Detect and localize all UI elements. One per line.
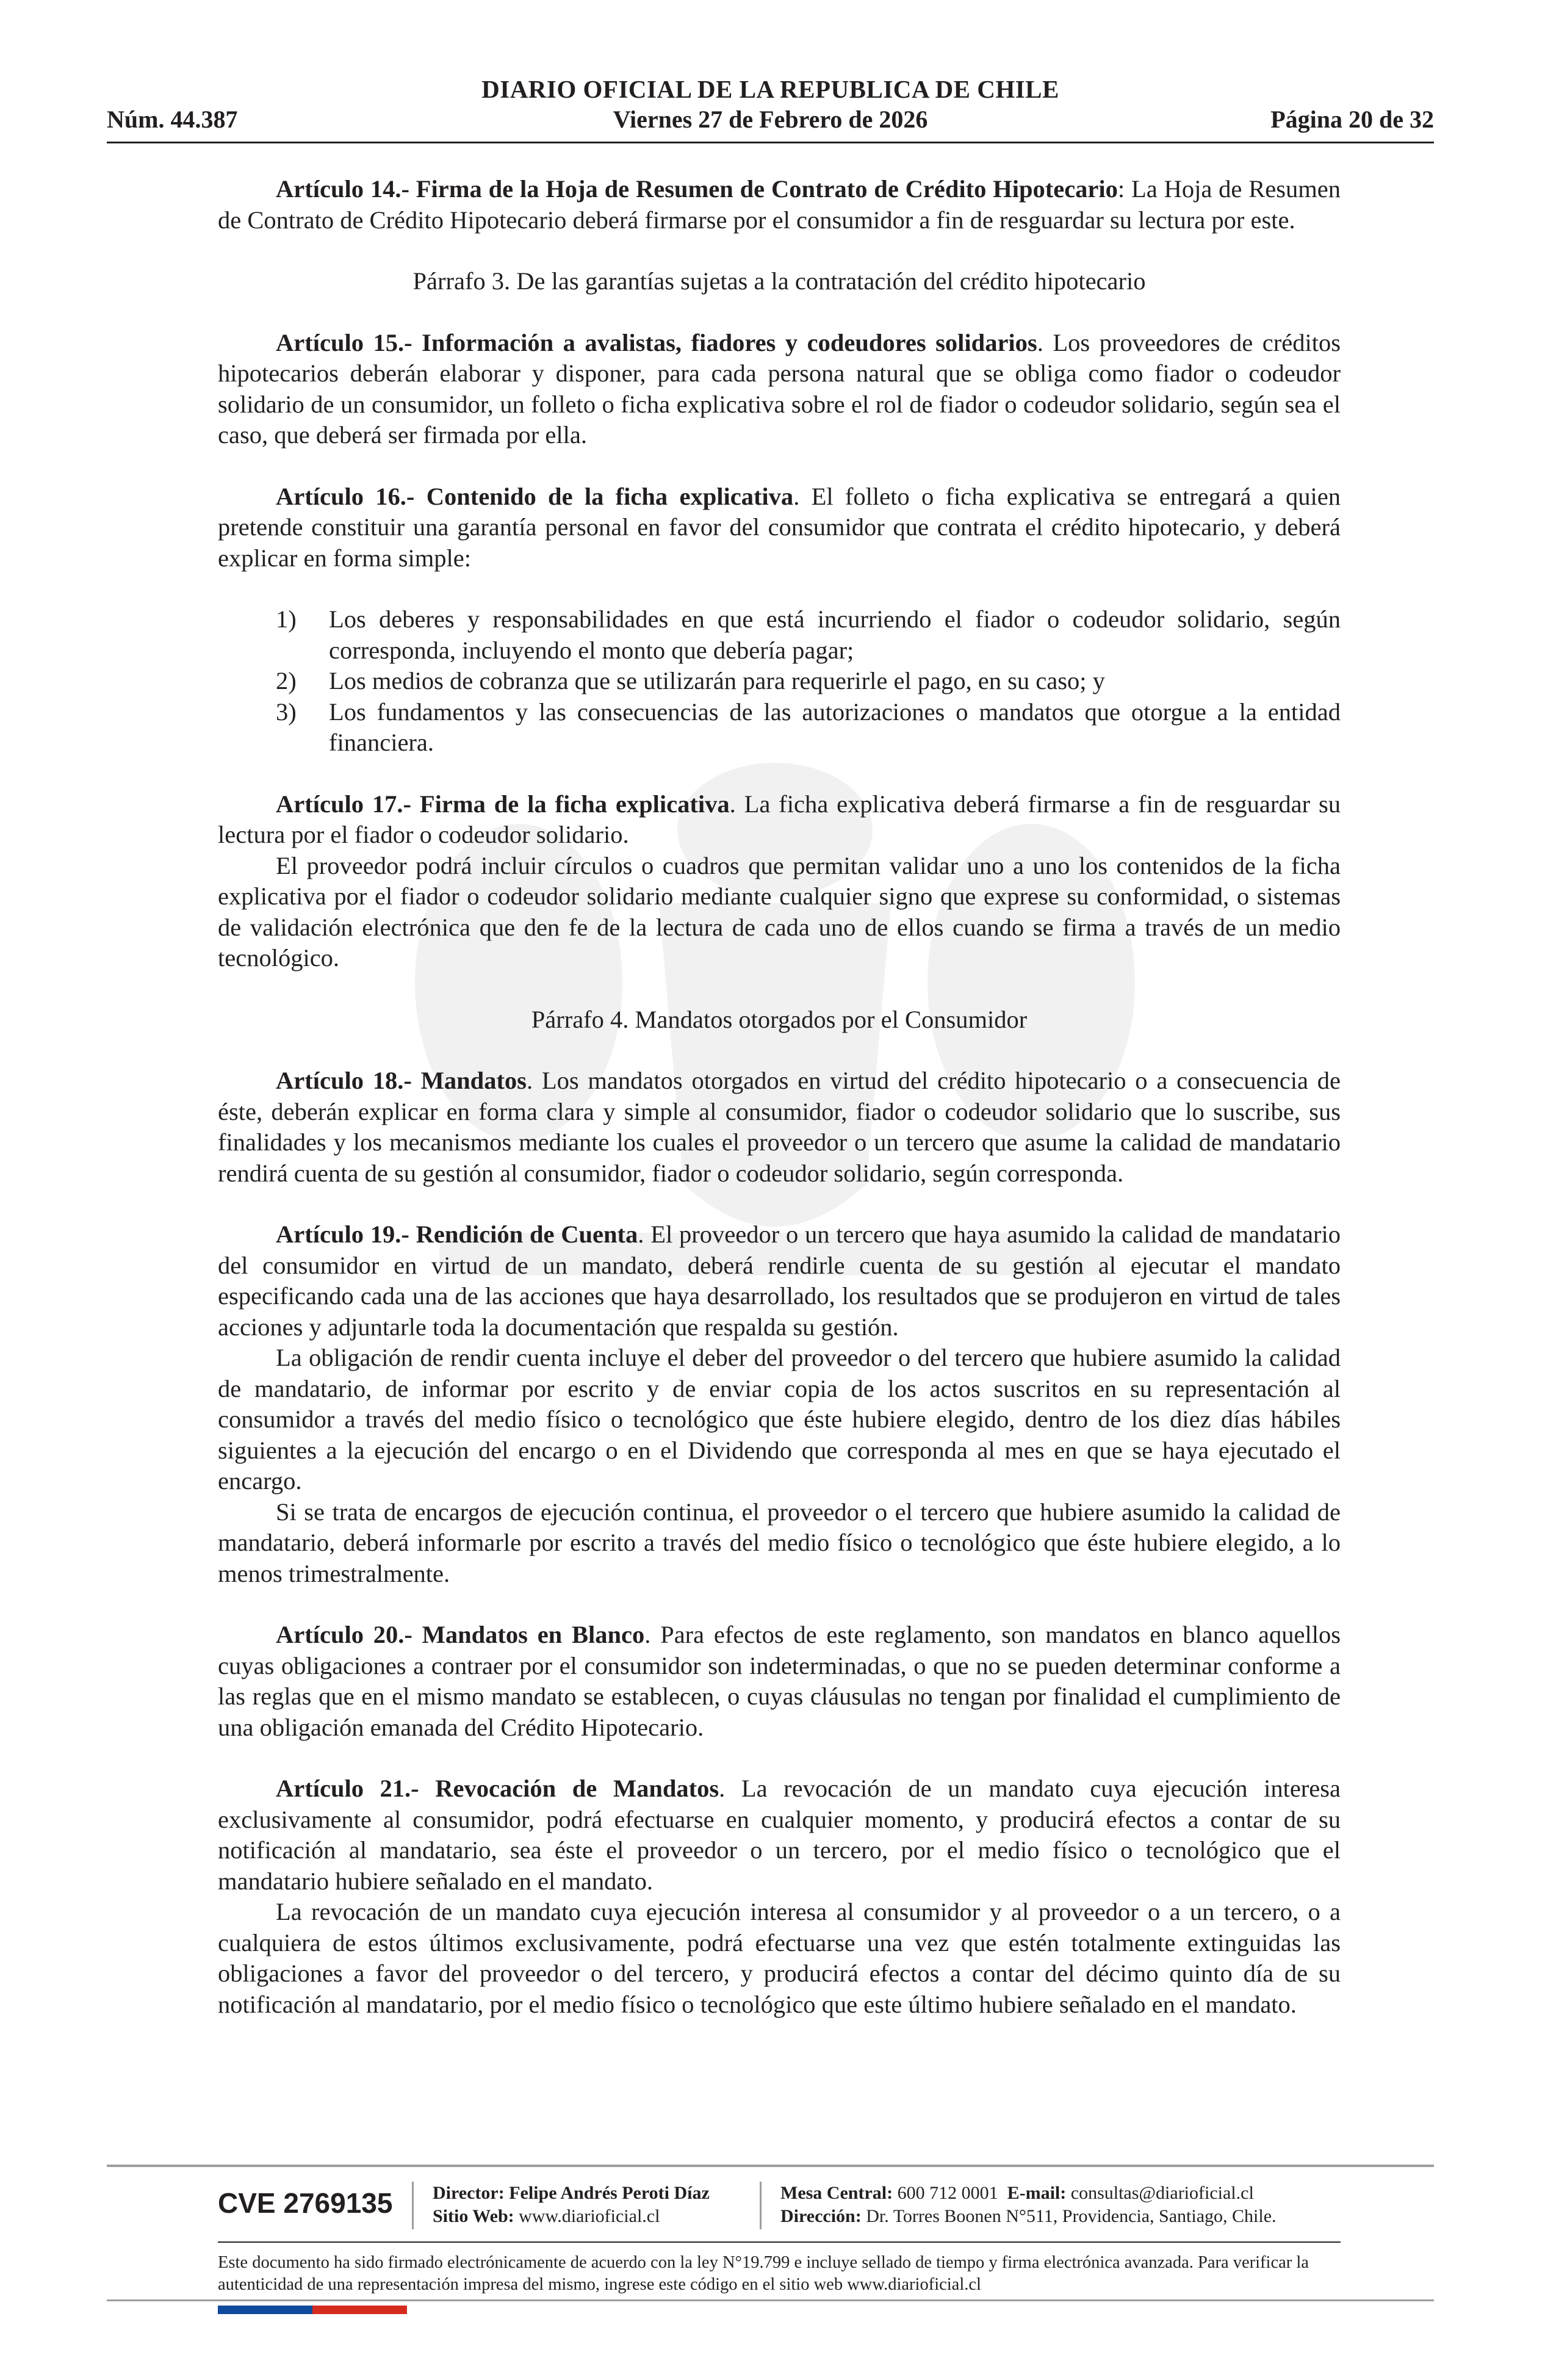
director-name: Felipe Andrés Peroti Díaz xyxy=(509,2183,710,2203)
document-body xyxy=(218,174,1341,2020)
footer-divider-middle xyxy=(218,2241,1341,2243)
footer-contact-block: Mesa Central: 600 712 0001 E-mail: consultas@diarioficial.cl Dirección: Dr. Torres Boonen N°511, Providencia, Santiago, Chile. xyxy=(780,2183,1277,2226)
article-heading: Artículo 15.- Información a avalistas, fiadores y codeudores solidarios xyxy=(276,328,1037,356)
newspaper-title: DIARIO OFICIAL DE LA REPUBLICA DE CHILE xyxy=(481,75,1059,103)
article-heading: Artículo 20.- Mandatos en Blanco xyxy=(276,1621,645,1648)
flag-stripe xyxy=(218,2306,407,2314)
paragraph-3-title: Párrafo 3. De las garantías sujetas a la contratación del crédito hipotecario xyxy=(412,267,1146,295)
flag-red-segment xyxy=(312,2306,407,2314)
article-heading: Artículo 16.- Contenido de la ficha explicativa xyxy=(276,482,794,510)
article-heading: Artículo 21.- Revocación de Mandatos xyxy=(276,1775,719,1802)
list-item: 3) Los fundamentos y las consecuencias de las autorizaciones o mandatos que otorgue a la entidad financiera. xyxy=(276,698,1341,756)
phone-number: 600 712 0001 xyxy=(897,2183,998,2203)
article-19-paragraph-2: La obligación de rendir cuenta incluye el deber del proveedor o del tercero que hubiere asumido la calidad de mandatario, de informar por escrito y de enviar copia de los actos suscritos en su representación al consumidor a través del medio físico o tecnológico que éste hubiere elegido, dentro de los diez días hábiles siguientes a la ejecución del encargo o en el Dividendo que corresponda al mes en que se haya ejecutado el encargo. xyxy=(218,1344,1341,1495)
article-heading: Artículo 18.- Mandatos xyxy=(276,1067,527,1094)
footer-separator xyxy=(412,2182,414,2229)
page-number: Página 20 de 32 xyxy=(1270,106,1434,133)
article-heading: Artículo 14.- Firma de la Hoja de Resumen de Contrato de Crédito Hipotecario xyxy=(276,175,1118,203)
article-heading: Artículo 17.- Firma de la ficha explicativa xyxy=(276,790,730,818)
header-divider xyxy=(107,142,1434,143)
list-item: 2) Los medios de cobranza que se utilizarán para requerirle el pago, en su caso; y xyxy=(276,667,1105,694)
article-19-paragraph-3: Si se trata de encargos de ejecución continua, el proveedor o el tercero que hubiere asumido la calidad de mandatario, deberá informarle por escrito a través del medio físico o tecnológico que éste hubiere elegido, a lo menos trimestralmente. xyxy=(218,1498,1341,1587)
flag-blue-segment xyxy=(218,2306,312,2314)
article-17: Artículo 17.- Firma de la ficha explicativa. La ficha explicativa deberá firmarse a fin de resguardar su lectura por el fiador o codeudor solidario. xyxy=(218,790,1341,848)
article-17-paragraph-2: El proveedor podrá incluir círculos o cuadros que permitan validar uno a uno los contenidos de la ficha explicativa por el fiador o codeudor solidario mediante cualquier signo que exprese su conformidad, o sistemas de validación electrónica que den fe de la lectura de cada uno de ellos cuando se firma a través de un medio tecnológico. xyxy=(218,851,1341,972)
issue-number: Núm. 44.387 xyxy=(107,106,238,133)
article-20: Artículo 20.- Mandatos en Blanco. Para efectos de este reglamento, son mandatos en blanco aquellos cuyas obligaciones a contraer por el consumidor son indeterminadas, o que no se pueden determinar conforme a las reglas que en el mismo mandato se establecen, o cuyas cláusulas no tengan por finalidad el cumplimiento de una obligación emanada del Crédito Hipotecario. xyxy=(218,1621,1341,1741)
website-link[interactable]: www.diarioficial.cl xyxy=(519,2206,660,2226)
article-14: Artículo 14.- Firma de la Hoja de Resumen de Contrato de Crédito Hipotecario: La Hoja de Resumen de Contrato de Crédito Hipotecario deberá firmarse por el consumidor a fin de resguardar su lectura por este. xyxy=(218,175,1341,234)
article-15: Artículo 15.- Información a avalistas, fiadores y codeudores solidarios. Los proveedores de créditos hipotecarios deberán elaborar y disponer, para cada persona natural que se obliga como fiador o codeudor solidario de un consumidor, un folleto o ficha explicativa sobre el rol de fiador o codeudor solidario, según sea el caso, que deberá ser firmada por ella. xyxy=(218,328,1341,449)
legal-notice: Este documento ha sido firmado electrónicamente de acuerdo con la ley N°19.799 e incluye sellado de tiempo y firma electrónica avanzada. Para verificar la autenticidad de una representación impresa del mismo, ingrese este código en el sitio web www.diarioficial.cl xyxy=(218,2253,1309,2294)
cve-code: CVE 2769135 xyxy=(218,2187,393,2219)
page-footer xyxy=(218,2176,1341,2237)
article-16-list xyxy=(218,604,1341,759)
footer-divider-top xyxy=(107,2165,1434,2167)
footer-divider-bottom xyxy=(107,2299,1434,2301)
address: Dr. Torres Boonen N°511, Providencia, Santiago, Chile. xyxy=(866,2206,1277,2226)
footer-director-block: Director: Felipe Andrés Peroti Díaz Sitio Web: www.diarioficial.cl xyxy=(433,2183,710,2226)
paragraph-4-title: Párrafo 4. Mandatos otorgados por el Consumidor xyxy=(531,1005,1028,1033)
footer-separator xyxy=(760,2182,762,2229)
list-item: 1) Los deberes y responsabilidades en que está incurriendo el fiador o codeudor solidario, según corresponda, incluyendo el monto que debería pagar; xyxy=(276,605,1341,664)
article-21-paragraph-2: La revocación de un mandato cuya ejecución interesa al consumidor y al proveedor o a un tercero, o a cualquiera de estos últimos exclusivamente, podrá efectuarse una vez que estén totalmente extinguidas las obligaciones a favor del proveedor o del tercero, y producirá efectos a contar del décimo quinto día de su notificación al mandatario, por el medio físico o tecnológico que este último hubiere señalado en el mandato. xyxy=(218,1898,1341,2018)
article-19: Artículo 19.- Rendición de Cuenta. El proveedor o un tercero que haya asumido la calidad de mandatario del consumidor en virtud de un mandato, deberá rendirle cuenta de su gestión al ejecutar el mandato especificando cada una de las acciones que haya desarrollado, los resultados que se produjeron en virtud de tales acciones y adjuntarle toda la documentación que respalda su gestión. xyxy=(218,1221,1341,1341)
page-header xyxy=(107,74,1434,142)
article-21: Artículo 21.- Revocación de Mandatos. La revocación de un mandato cuya ejecución interesa exclusivamente al consumidor, podrá efectuarse en cualquier momento, y producirá efectos a contar de su notificación al mandatario, sea éste el proveedor o un tercero, por el medio físico o tecnológico que el mandatario hubiere señalado en el mandato. xyxy=(218,1775,1341,1895)
article-16: Artículo 16.- Contenido de la ficha explicativa. El folleto o ficha explicativa se entregará a quien pretende constituir una garantía personal en favor del consumidor que contrata el crédito hipotecario, y deberá explicar en forma simple: xyxy=(218,482,1341,572)
email-link[interactable]: consultas@diarioficial.cl xyxy=(1070,2183,1254,2203)
issue-date: Viernes 27 de Febrero de 2026 xyxy=(613,106,928,133)
article-18: Artículo 18.- Mandatos. Los mandatos otorgados en virtud del crédito hipotecario o a consecuencia de éste, deberán explicar en forma clara y simple al consumidor, fiador o codeudor solidario que lo suscribe, sus finalidades y los mecanismos mediante los cuales el proveedor o un tercero que asume la calidad de mandatario rendirá cuenta de su gestión al consumidor, fiador o codeudor solidario, según corresponda. xyxy=(218,1067,1341,1187)
article-heading: Artículo 19.- Rendición de Cuenta xyxy=(276,1221,638,1248)
